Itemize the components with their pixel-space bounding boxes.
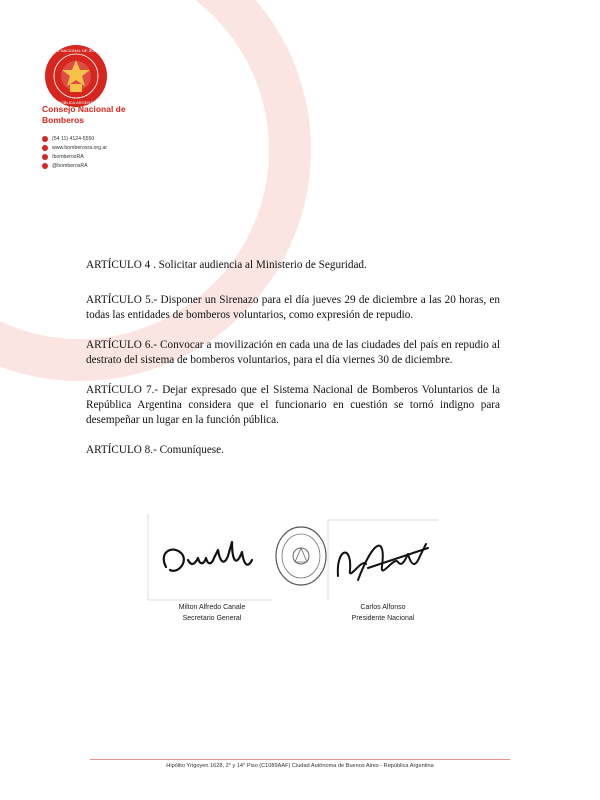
document-body bbox=[86, 258, 500, 473]
signer-title: Secretario General bbox=[182, 615, 242, 622]
instagram-icon bbox=[42, 163, 48, 169]
emblem-text-top: CONSEJO NACIONAL DE BOMBEROS bbox=[40, 48, 112, 53]
contact-text: (54 11) 4124-5550 bbox=[52, 135, 95, 142]
article-6: ARTÍCULO 6.- Convocar a movilización en cada una de las ciudades del país en repudio al destrato del sistema de bomberos voluntarios, para el día viernes 30 de diciembre. bbox=[86, 339, 500, 366]
signer-name: Milton Alfredo Canale bbox=[178, 604, 246, 611]
official-seal bbox=[274, 524, 328, 588]
web-icon bbox=[42, 145, 48, 151]
contact-text: www.bomberosra.org.ar bbox=[52, 144, 108, 151]
signature-alfonso bbox=[328, 518, 438, 602]
article-7: ARTÍCULO 7.- Dejar expresado que el Sistema Nacional de Bomberos Voluntarios de la República Argentina considera que el funcionario en cuestión se tornó indigno para desempeñar un lugar en la función pública. bbox=[86, 384, 500, 426]
signer-name: Carlos Alfonso bbox=[360, 604, 406, 611]
phone-icon bbox=[42, 136, 48, 142]
contact-instagram bbox=[42, 161, 107, 170]
contact-phone bbox=[42, 134, 107, 143]
footer-divider bbox=[90, 759, 510, 760]
contact-list bbox=[42, 134, 107, 170]
facebook-icon bbox=[42, 154, 48, 160]
signer-left bbox=[150, 602, 274, 624]
signature-area bbox=[148, 512, 448, 632]
signer-title: Presidente Nacional bbox=[351, 615, 415, 622]
contact-text: @bomberosRA bbox=[52, 162, 88, 169]
article-8: ARTÍCULO 8.- Comuníquese. bbox=[86, 444, 224, 456]
contact-facebook bbox=[42, 152, 107, 161]
emblem-text-bottom: REPÚBLICA ARGENTINA bbox=[52, 100, 100, 105]
signature-canale bbox=[148, 512, 272, 602]
org-name: Consejo Nacional de Bomberos bbox=[42, 104, 126, 125]
footer-address: Hipólito Yrigoyen 1628, 2° y 14° Piso (C1089AAF) Ciudad Autónoma de Buenos Aires - República Argentina bbox=[166, 763, 434, 769]
article-5: ARTÍCULO 5.- Disponer un Sirenazo para el día jueves 29 de diciembre a las 20 horas, en todas las entidades de bomberos voluntarios, como expresión de repudio. bbox=[86, 294, 500, 321]
emblem-logo bbox=[40, 44, 112, 108]
contact-text: /bomberosRA bbox=[52, 153, 84, 160]
article-4: ARTÍCULO 4 . Solicitar audiencia al Ministerio de Seguridad. bbox=[86, 259, 367, 271]
signer-right bbox=[316, 602, 450, 624]
contact-web bbox=[42, 143, 107, 152]
